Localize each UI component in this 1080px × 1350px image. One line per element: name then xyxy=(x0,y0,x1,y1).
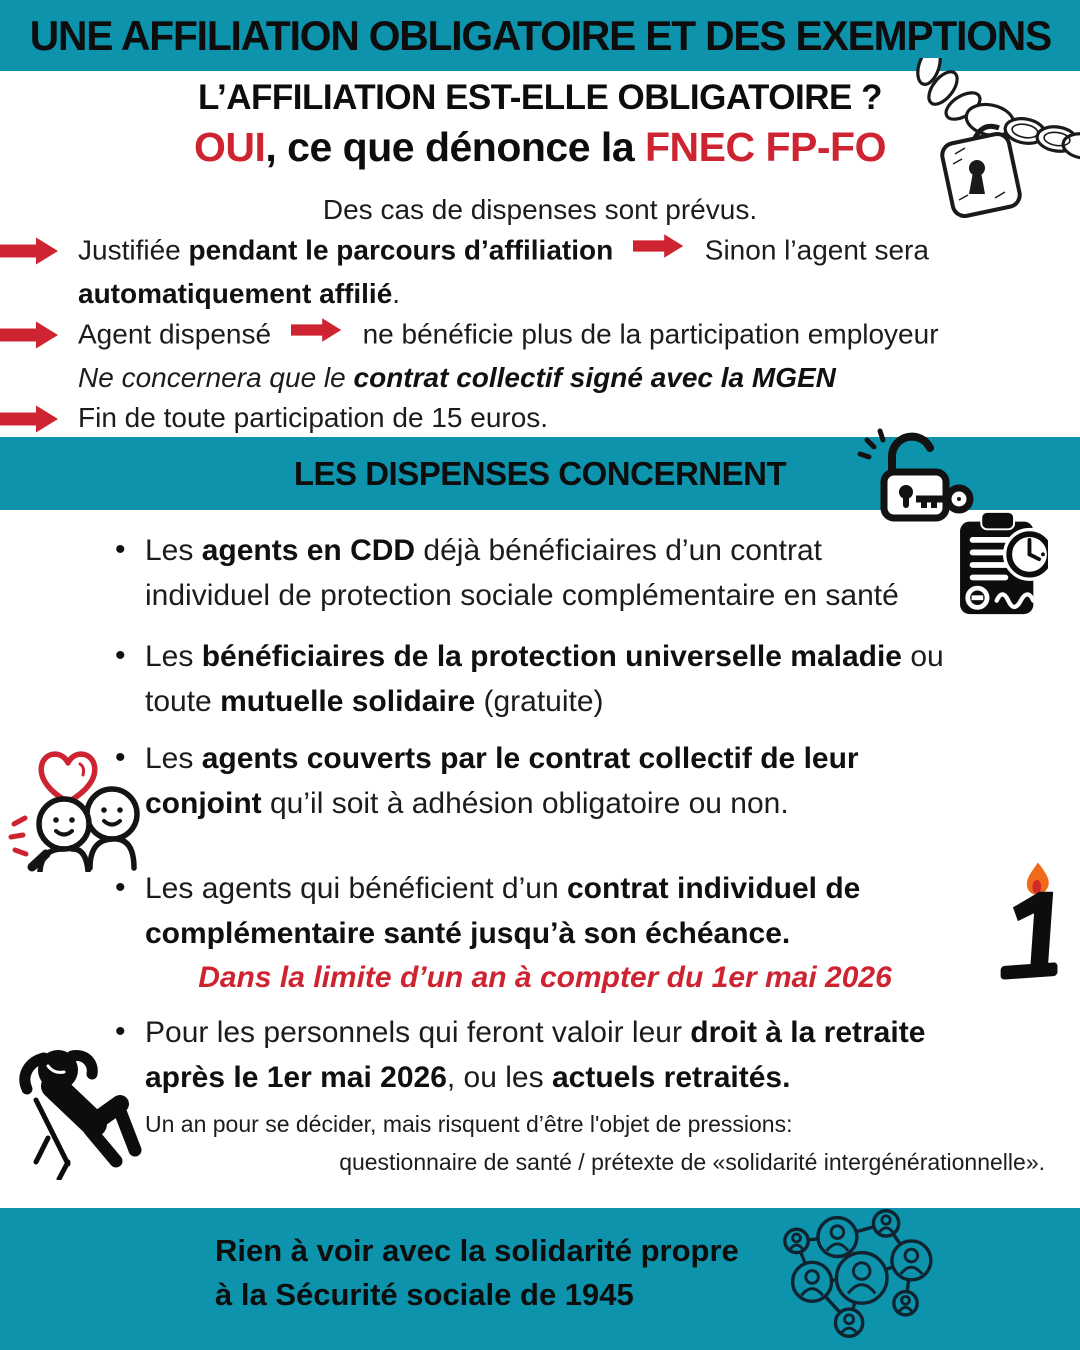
b2-bold2: mutuelle solidaire xyxy=(220,685,476,718)
top-banner-title: UNE AFFILIATION OBLIGATOIRE ET DES EXEMPTIONS xyxy=(29,11,1051,59)
b1-post: déjà bénéficiaires d’un contrat individuel de protection sociale complémentaire en santé xyxy=(145,534,899,612)
p2-post: ne bénéficie plus de la participation employeur xyxy=(362,318,939,350)
relaxing-person-icon xyxy=(4,1040,144,1185)
b2-post: (gratuite) xyxy=(475,685,604,718)
section-title: LES DISPENSES CONCERNENT xyxy=(293,454,787,492)
answer-oui: OUI xyxy=(193,124,266,170)
b3-bold: agents couverts par le contrat collectif de leur conjoint xyxy=(145,742,859,820)
b2-mid: ou toute xyxy=(145,640,944,718)
b5-bold2: actuels retraités. xyxy=(551,1061,791,1094)
b3-pre: Les xyxy=(145,742,202,775)
red-arrow-icon xyxy=(0,236,60,277)
p1-pre: Justifiée xyxy=(78,234,189,266)
p1-end: . xyxy=(392,278,401,309)
answer-mid: , ce que dénonce la xyxy=(265,124,646,170)
b5-bold1: droit à la retraite après le 1er mai 2026 xyxy=(145,1016,926,1094)
red-arrow-icon xyxy=(0,320,60,361)
answer-heading xyxy=(0,124,1080,171)
b5-pre: Pour les personnels qui feront valoir leur xyxy=(145,1016,691,1049)
red-arrow-icon xyxy=(291,314,343,354)
list-item-retraite xyxy=(145,1010,1045,1179)
intro-note: Des cas de dispenses sont prévus. xyxy=(322,194,758,225)
arrow-points xyxy=(0,230,1080,438)
b5-mid: , ou les xyxy=(446,1061,552,1094)
network-people-icon xyxy=(768,1202,936,1350)
dispenses-list xyxy=(145,528,1045,1179)
p3-text: Fin de toute participation de 15 euros. xyxy=(78,402,549,433)
p2-italic-bold: contrat collectif signé avec la MGEN xyxy=(353,362,836,393)
b1-bold: agents en CDD xyxy=(201,534,416,567)
question-heading: L’AFFILIATION EST-ELLE OBLIGATOIRE ? xyxy=(198,78,882,117)
b3-post: qu’il soit à adhésion obligatoire ou non. xyxy=(261,787,789,820)
p1-bold: pendant le parcours d’affiliation xyxy=(188,234,614,266)
candle-one-icon xyxy=(983,860,1071,997)
list-item-cdd xyxy=(145,528,945,618)
answer-org: FNEC FP-FO xyxy=(645,124,886,170)
list-item-puma xyxy=(145,634,945,724)
footer-line-1: Rien à voir avec la solidarité propre xyxy=(215,1233,739,1268)
b5-small-note: Un an pour se décider, mais risquent d’être l'objet de pressions: xyxy=(145,1111,793,1137)
p1-post: Sinon l’agent sera xyxy=(704,234,929,266)
contract-clock-icon xyxy=(956,510,1048,623)
b4-pre: Les agents qui bénéficient d’un xyxy=(145,872,567,905)
footer-line-2: à la Sécurité sociale de 1945 xyxy=(215,1277,634,1312)
b4-bold: contrat individuel de complémentaire santé jusqu’à son échéance. xyxy=(145,872,861,950)
b5-small-note-2: questionnaire de santé / prétexte de «solidarité intergénérationnelle». xyxy=(339,1149,1045,1175)
p2-pre: Agent dispensé xyxy=(78,318,272,350)
list-item-contrat-individuel xyxy=(145,866,945,956)
point-affiliation xyxy=(0,230,1080,314)
deadline-note: Dans la limite d’un an à compter du 1er mai 2026 xyxy=(198,961,892,994)
p1-bold2: automatiquement affilié xyxy=(78,278,393,309)
b2-bold1: bénéficiaires de la protection universelle maladie xyxy=(201,640,902,673)
red-arrow-icon xyxy=(633,230,685,270)
p2-italic: Ne concernera que le xyxy=(78,362,354,393)
couple-heart-icon xyxy=(6,740,178,877)
point-dispense xyxy=(0,314,1080,398)
b1-pre: Les xyxy=(145,534,202,567)
b2-pre: Les xyxy=(145,640,202,673)
list-item-conjoint xyxy=(145,736,945,826)
